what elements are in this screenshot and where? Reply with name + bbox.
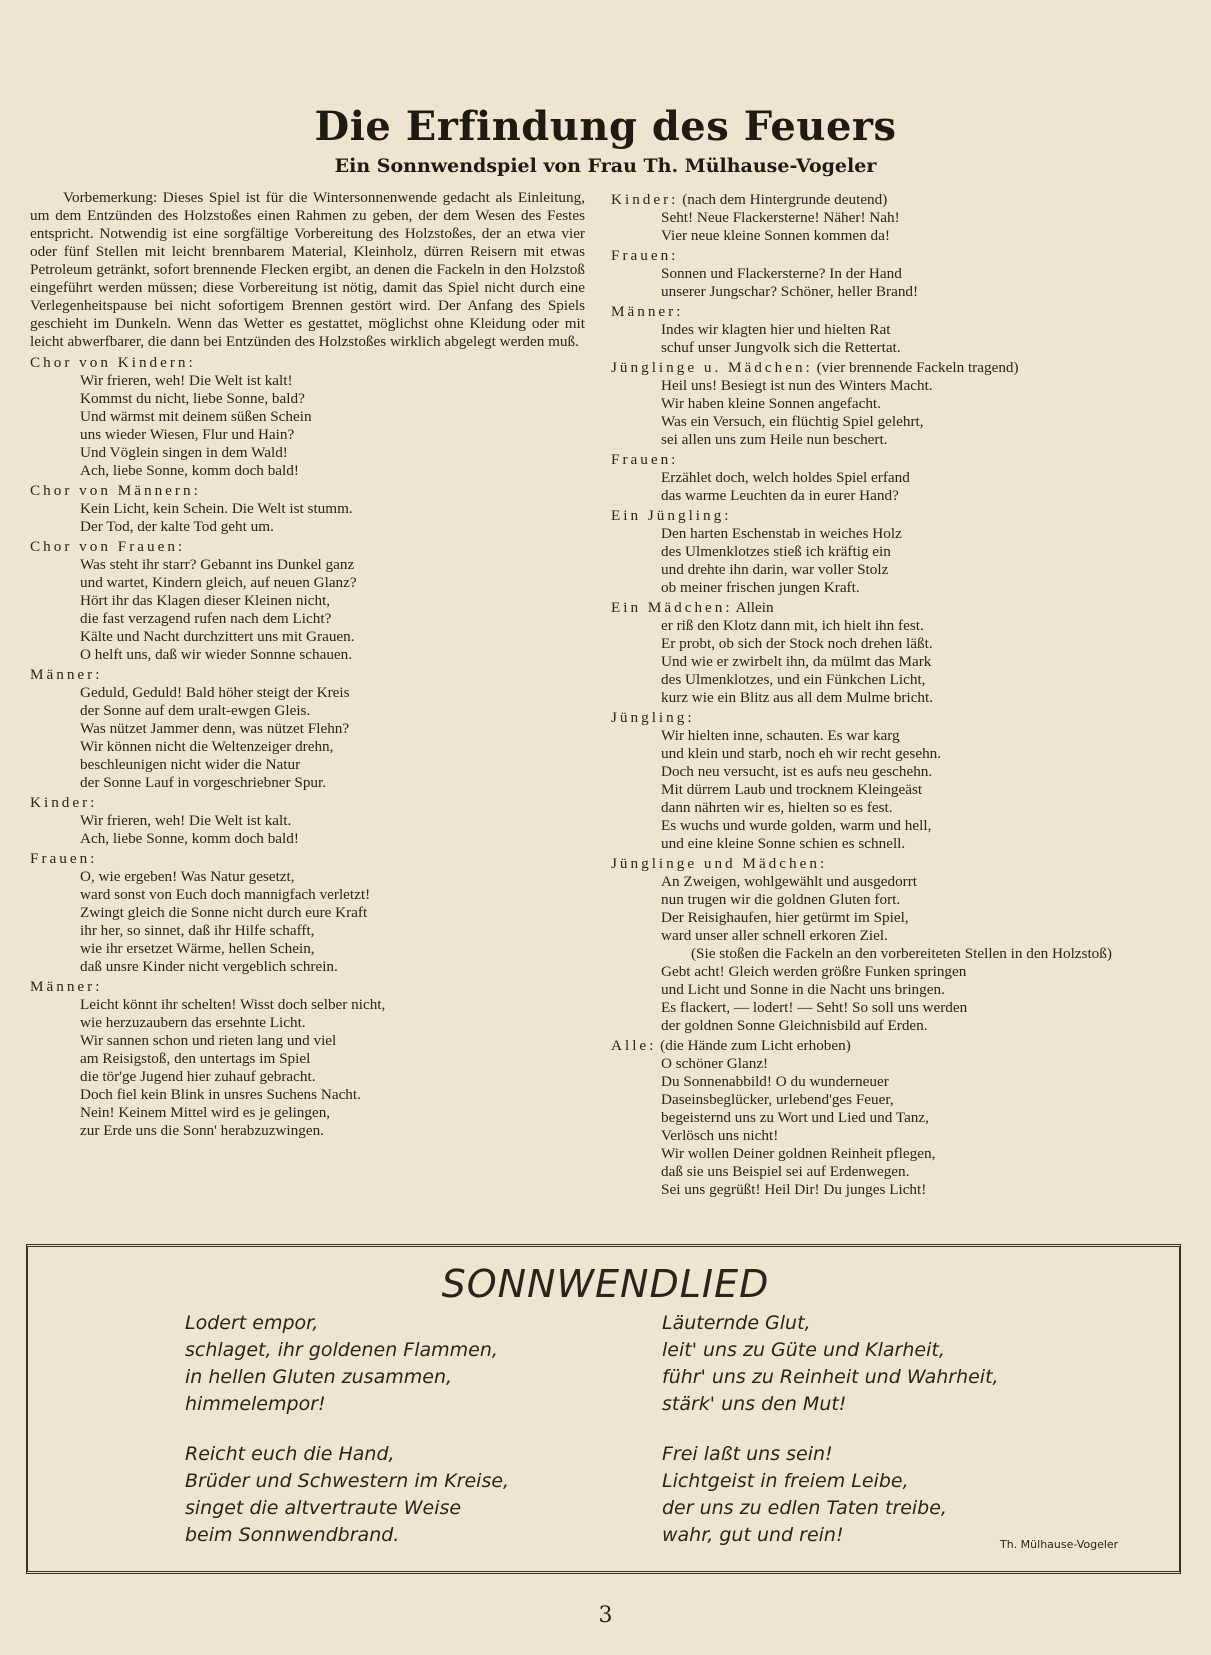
- verse-line: Zwingt gleich die Sonne nicht durch eure Kraft: [80, 904, 368, 921]
- verse-line: sei allen uns zum Heile nun beschert.: [661, 431, 888, 448]
- speaker-label: [611, 303, 1171, 321]
- speaker-label: Kinder:: [30, 794, 98, 811]
- verse-line: daß sie uns Beispiel sei auf Erdenwegen.: [661, 1163, 910, 1180]
- stage-direction: (Sie stoßen die Fackeln an den vorbereiteten Stellen in den Holzstoß): [691, 945, 1112, 962]
- speaker-name: Jüngling:: [611, 709, 695, 726]
- verse-line: Sei uns gegrüßt! Heil Dir! Du junges Licht!: [661, 1181, 927, 1198]
- verse-line: und wartet, Kindern gleich, auf neuen Glanz?: [80, 574, 357, 591]
- song-stanza: [662, 1441, 999, 1549]
- song-line: beim Sonnwendbrand.: [185, 1524, 400, 1546]
- verse-line: ihr her, so sinnet, daß ihr Hilfe schafft,: [80, 922, 315, 939]
- verse-line: Wir haben kleine Sonnen angefacht.: [661, 395, 881, 412]
- verse-line: er riß den Klotz dann mit, ich hielt ihn fest.: [661, 617, 924, 634]
- verse-line: wie ihr ersetzet Wärme, hellen Schein,: [80, 940, 315, 957]
- verse-line: Sonnen und Flackersterne? In der Hand: [661, 265, 902, 282]
- verse-line: des Ulmenklotzes, und ein Fünkchen Licht,: [661, 671, 926, 688]
- song-line: singet die altvertraute Weise: [185, 1497, 462, 1519]
- verse-line: Verlösch uns nicht!: [661, 1127, 779, 1144]
- verse-line: Was ein Versuch, ein flüchtig Spiel gelehrt,: [661, 413, 924, 430]
- verse-line: Der Tod, der kalte Tod geht um.: [80, 518, 274, 535]
- song-stanza: [662, 1310, 999, 1418]
- verse-line: Was nützet Jammer denn, was nützet Flehn?: [80, 720, 350, 737]
- right-column: [611, 189, 1171, 1199]
- song-line: Reicht euch die Hand,: [185, 1443, 395, 1465]
- verse-line: und eine kleine Sonne schien es schnell.: [661, 835, 906, 852]
- verse-line: Den harten Eschenstab in weiches Holz: [661, 525, 902, 542]
- verse-line: daß unsre Kinder nicht vergeblich schrein.: [80, 958, 338, 975]
- left-column: [30, 189, 585, 1140]
- song-line: Lodert empor,: [185, 1312, 319, 1334]
- speaker-name: Kinder:: [611, 191, 679, 208]
- intro-paragraph: Vorbemerkung: Dieses Spiel ist für die Wintersonnenwende gedacht als Einleitung, um dem Entzünden des Holzstoßes einen Rahmen zu geben, der dem Wesen des Festes entspricht. Notwendig ist eine sorgfältige Vorbereitung des Holzstoßes, der an etwa vier oder fünf Stellen mit leicht brennbarem Material, Kleinholz, dürren Reisern mit etwas Petroleum getränkt, sofort brennende Flecken ergibt, an denen die Fackeln in den Holzstoß eingeführt werden müssen; diese Vorbereitung ist nötig, damit das Spiel nicht durch eine Verlegenheitspause bei nicht sofortigem Brennen gestört wird. Der Anfang des Spiels geschieht im Dunkeln. Wenn das Wetter es gestattet, möglichst ohne Kleidung oder mit leicht abwerfbarer, die dann bei Entzünden des Holzstoßes wirklich abgelegt werden muß.: [30, 189, 585, 350]
- verse-line: Er probt, ob sich der Stock noch drehen läßt.: [661, 635, 933, 652]
- speaker-name: Ein Mädchen:: [611, 599, 733, 616]
- page-number: 3: [598, 1603, 613, 1628]
- speaker-label: [611, 359, 1171, 377]
- verse-line: der Sonne auf dem uralt-ewgen Gleis.: [80, 702, 311, 719]
- verse-line: O, wie ergeben! Was Natur gesetzt,: [80, 868, 295, 885]
- speaker-label: [611, 247, 1171, 265]
- verse-line: und Licht und Sonne in die Nacht uns bringen.: [661, 981, 945, 998]
- speaker-name: Jünglinge und Mädchen:: [611, 855, 828, 872]
- song-line: Brüder und Schwestern im Kreise,: [185, 1470, 510, 1492]
- verse-line: Ach, liebe Sonne, komm doch bald!: [80, 462, 299, 479]
- verse-line: Kälte und Nacht durchzittert uns mit Grauen.: [80, 628, 355, 645]
- verse-line: die tör'ge Jugend hier zuhauf gebracht.: [80, 1068, 316, 1085]
- verse-line: Wir können nicht die Weltenzeiger drehn,: [80, 738, 334, 755]
- verse-line: Heil uns! Besiegt ist nun des Winters Macht.: [661, 377, 933, 394]
- speaker-label: [611, 599, 1171, 617]
- verse-line: Der Reisighaufen, hier getürmt im Spiel,: [661, 909, 909, 926]
- verse-line: Wir wollen Deiner goldnen Reinheit pflegen,: [661, 1145, 936, 1162]
- verse-line: der goldnen Sonne Gleichnisbild auf Erden.: [661, 1017, 928, 1034]
- verse-line: dann nährten wir es, hielten so es fest.: [661, 799, 893, 816]
- speaker-name: Männer:: [611, 303, 684, 320]
- song-line: schlaget, ihr goldenen Flammen,: [185, 1339, 498, 1361]
- verse-line: Geduld, Geduld! Bald höher steigt der Kreis: [80, 684, 350, 701]
- verse-line: Kommst du nicht, liebe Sonne, bald?: [80, 390, 305, 407]
- verse-line: ward unser aller schnell erkoren Ziel.: [661, 927, 888, 944]
- speaker-label: [611, 709, 1171, 727]
- verse-line: zur Erde uns die Sonn' herabzuzwingen.: [80, 1122, 324, 1139]
- verse-line: kurz wie ein Blitz aus all dem Mulme bricht.: [661, 689, 934, 706]
- verse-line: uns wieder Wiesen, Flur und Hain?: [80, 426, 295, 443]
- verse-line: Wir sannen schon und rieten lang und viel: [80, 1032, 337, 1049]
- verse-line: wie herzuzaubern das ersehnte Licht.: [80, 1014, 306, 1031]
- speaker-label: [611, 451, 1171, 469]
- verse-line: Daseinsbeglücker, urlebend'ges Feuer,: [661, 1091, 894, 1108]
- song-author: Th. Mülhause-Vogeler: [1000, 1538, 1119, 1551]
- verse-line: und drehte ihn darin, war voller Stolz: [661, 561, 889, 578]
- verse-line: Es wuchs und wurde golden, warm und hell,: [661, 817, 932, 834]
- page-title: Die Erfindung des Feuers: [314, 103, 897, 150]
- left-dialogue: [30, 354, 585, 1140]
- song-line: himmelempor!: [185, 1393, 326, 1415]
- speaker-label: Chor von Kindern:: [30, 354, 196, 371]
- verse-line: ob meiner frischen jungen Kraft.: [661, 579, 860, 596]
- song-stanza: [185, 1310, 509, 1418]
- verse-line: Indes wir klagten hier und hielten Rat: [661, 321, 891, 338]
- speaker-name: Frauen:: [611, 451, 679, 468]
- verse-line: ward sonst von Euch doch mannigfach verletzt!: [80, 886, 371, 903]
- verse-line: und klein und starb, noch eh wir recht gesehn.: [661, 745, 942, 762]
- song-line: der uns zu edlen Taten treibe,: [662, 1497, 947, 1519]
- verse-line: Wir frieren, weh! Die Welt ist kalt!: [80, 372, 293, 389]
- song-line: wahr, gut und rein!: [662, 1524, 844, 1546]
- stage-direction: (die Hände zum Licht erhoben): [656, 1037, 851, 1054]
- stage-direction: Allein: [732, 599, 774, 616]
- speaker-label: [611, 1037, 1171, 1055]
- speaker-name: Alle:: [611, 1037, 657, 1054]
- speaker-label: Männer:: [30, 666, 103, 683]
- verse-line: Vier neue kleine Sonnen kommen da!: [661, 227, 890, 244]
- verse-line: Und wärmst mit deinem süßen Schein: [80, 408, 312, 425]
- speaker-label: Männer:: [30, 978, 103, 995]
- song-line: in hellen Gluten zusammen,: [185, 1366, 453, 1388]
- verse-line: Erzählet doch, welch holdes Spiel erfand: [661, 469, 910, 486]
- speaker-label: Frauen:: [30, 850, 98, 867]
- verse-line: Du Sonnenabbild! O du wunderneuer: [661, 1073, 889, 1090]
- verse-line: Es flackert, — lodert! — Seht! So soll uns werden: [661, 999, 968, 1016]
- right-dialogue: [611, 191, 1171, 1199]
- speaker-label: Chor von Männern:: [30, 482, 201, 499]
- stage-direction: (nach dem Hintergrunde deutend): [678, 191, 888, 208]
- verse-line: beschleunigen nicht wider die Natur: [80, 756, 301, 773]
- song-line: Läuternde Glut,: [662, 1312, 811, 1334]
- verse-line: O schöner Glanz!: [661, 1055, 769, 1072]
- speaker-name: Jünglinge u. Mädchen:: [611, 359, 813, 376]
- verse-line: am Reisigstoß, den untertags im Spiel: [80, 1050, 311, 1067]
- song-title: SONNWENDLIED: [441, 1262, 770, 1306]
- speaker-name: Frauen:: [611, 247, 679, 264]
- verse-line: begeisternd uns zu Wort und Lied und Tanz,: [661, 1109, 929, 1126]
- song-line: Frei laßt uns sein!: [662, 1443, 833, 1465]
- verse-line: nun trugen wir die goldnen Gluten fort.: [661, 891, 901, 908]
- verse-line: Kein Licht, kein Schein. Die Welt ist stumm.: [80, 500, 353, 517]
- verse-line: Hört ihr das Klagen dieser Kleinen nicht,: [80, 592, 331, 609]
- verse-line: schuf unser Jungvolk sich die Rettertat.: [661, 339, 901, 356]
- verse-line: An Zweigen, wohlgewählt und ausgedorrt: [661, 873, 918, 890]
- verse-line: das warme Leuchten da in eurer Hand?: [661, 487, 899, 504]
- verse-line: Gebt acht! Gleich werden größre Funken springen: [661, 963, 967, 980]
- song-line: Lichtgeist in freiem Leibe,: [662, 1470, 909, 1492]
- verse-line: Wir hielten inne, schauten. Es war karg: [661, 727, 900, 744]
- song-line: stärk' uns den Mut!: [662, 1393, 847, 1415]
- verse-line: die fast verzagend rufen nach dem Licht?: [80, 610, 332, 627]
- verse-line: Ach, liebe Sonne, komm doch bald!: [80, 830, 299, 847]
- verse-line: des Ulmenklotzes stieß ich kräftig ein: [661, 543, 891, 560]
- verse-line: Leicht könnt ihr schelten! Wisst doch selber nicht,: [80, 996, 386, 1013]
- song-line: leit' uns zu Güte und Klarheit,: [662, 1339, 945, 1361]
- stage-direction: (vier brennende Fackeln tragend): [812, 359, 1019, 376]
- song-line: führ' uns zu Reinheit und Wahrheit,: [662, 1366, 999, 1388]
- verse-line: Doch fiel kein Blink in unsres Suchens Nacht.: [80, 1086, 361, 1103]
- verse-line: Und Vöglein singen in dem Wald!: [80, 444, 288, 461]
- verse-line: O helft uns, daß wir wieder Sonnne schauen.: [80, 646, 353, 663]
- verse-line: Wir frieren, weh! Die Welt ist kalt.: [80, 812, 292, 829]
- speaker-name: Ein Jüngling:: [611, 507, 732, 524]
- verse-line: Und wie er zwirbelt ihn, da mülmt das Mark: [661, 653, 932, 670]
- song-right-column: [662, 1310, 999, 1572]
- speaker-label: Chor von Frauen:: [30, 538, 186, 555]
- verse-line: Mit dürrem Laub und trocknem Kleingeäst: [661, 781, 923, 798]
- verse-line: Was steht ihr starr? Gebannt ins Dunkel ganz: [80, 556, 355, 573]
- verse-line: unserer Jungschar? Schöner, heller Brand!: [661, 283, 919, 300]
- speaker-label: [611, 507, 1171, 525]
- verse-line: Doch neu versucht, ist es aufs neu geschehn.: [661, 763, 933, 780]
- song-left-column: [185, 1310, 509, 1572]
- page-subtitle: Ein Sonnwendspiel von Frau Th. Mülhause-Vogeler: [334, 155, 877, 177]
- verse-line: Nein! Keinem Mittel wird es je gelingen,: [80, 1104, 331, 1121]
- speaker-label: [611, 191, 1171, 209]
- song-stanza: [185, 1441, 509, 1549]
- verse-line: der Sonne Lauf in vorgeschriebner Spur.: [80, 774, 327, 791]
- verse-line: Seht! Neue Flackersterne! Näher! Nah!: [661, 209, 900, 226]
- speaker-label: [611, 855, 1171, 873]
